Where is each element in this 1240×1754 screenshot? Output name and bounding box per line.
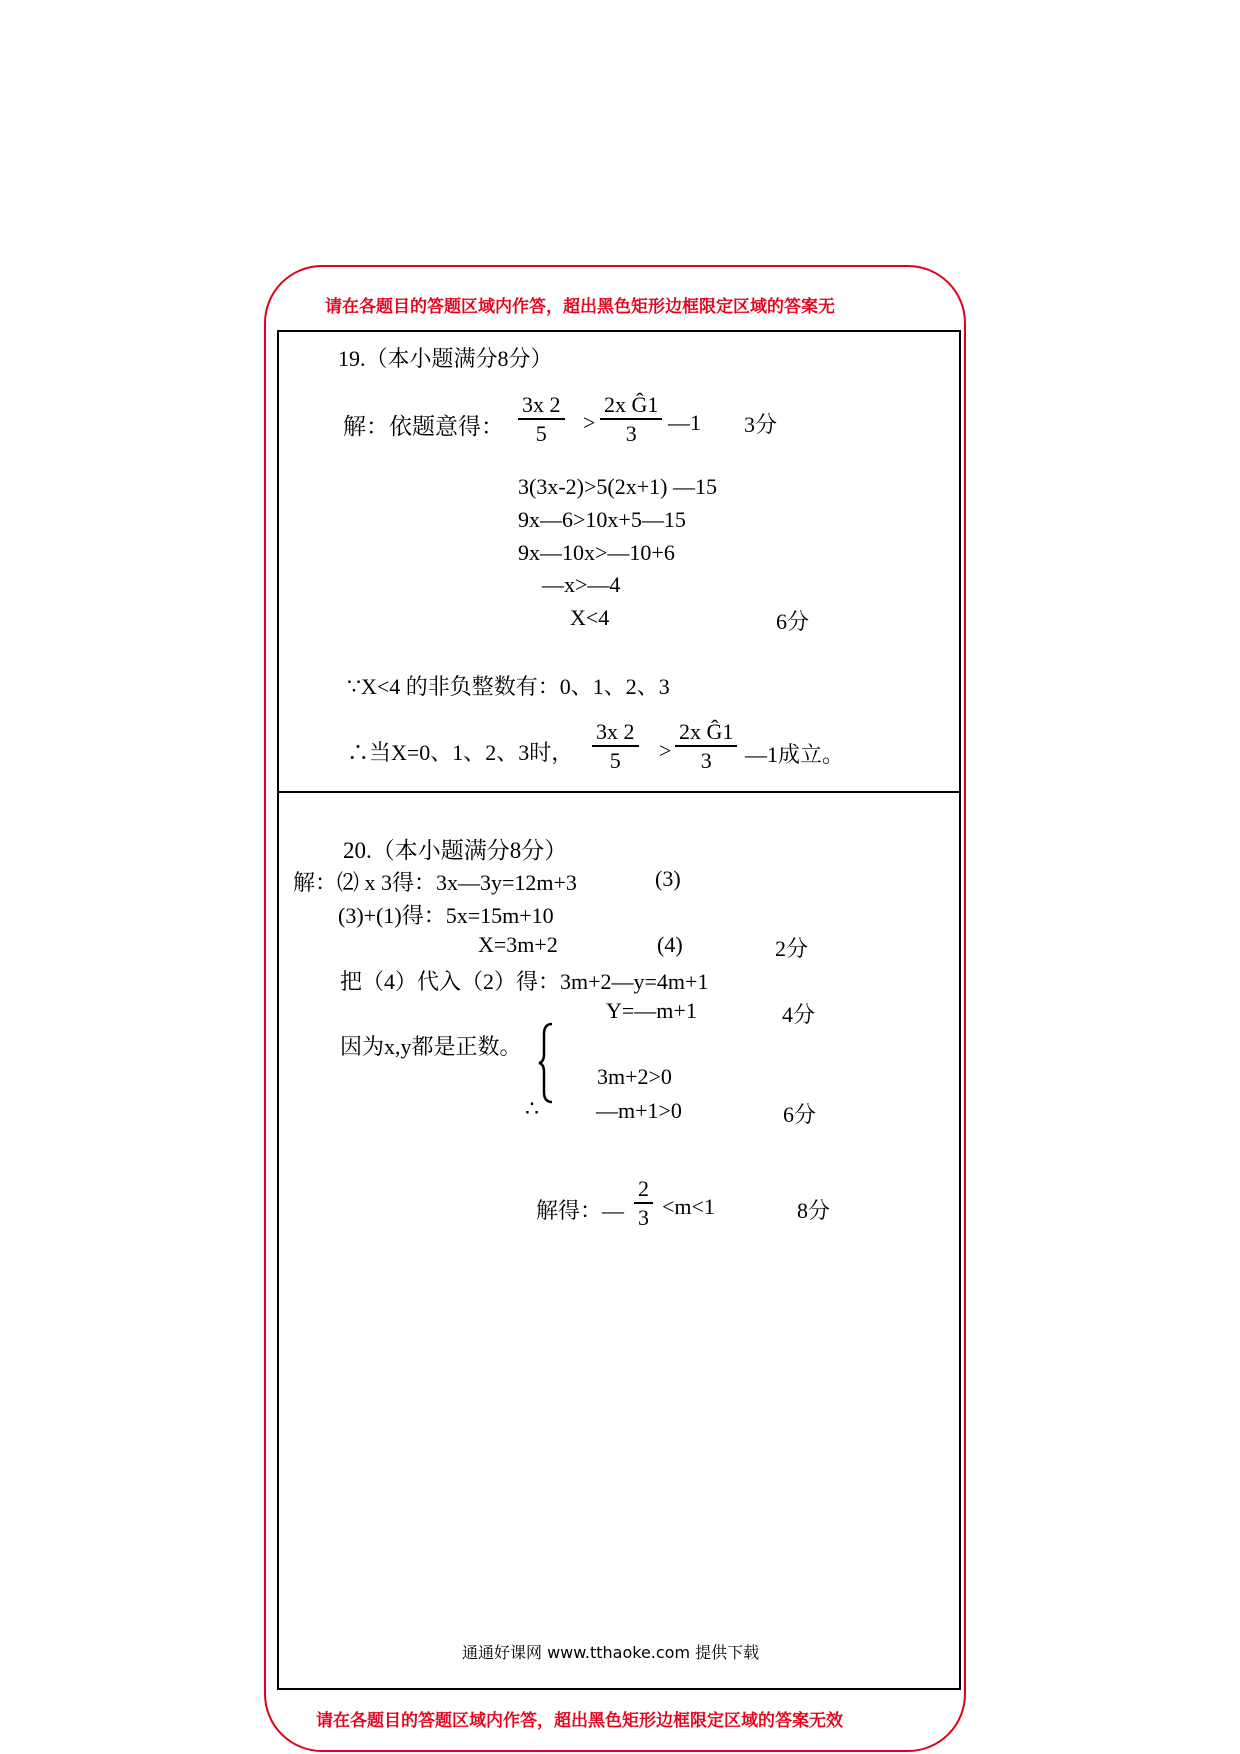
q19-step-4: —x>—4 — [542, 572, 621, 597]
gt-sign: > — [659, 738, 672, 763]
q19-therefore: ∴当X=0、1、2、3时， — [347, 740, 574, 765]
frac-denominator: 5 — [535, 420, 547, 446]
q20-result-frac — [634, 1176, 653, 1232]
q20-score-4: 4分 — [782, 1002, 816, 1027]
q20-score-6: 6分 — [783, 1102, 817, 1127]
q19-frac-lhs — [518, 392, 565, 448]
q20-score-8: 8分 — [797, 1198, 831, 1223]
q20-line-4: 把（4）代入（2）得：3m+2—y=4m+1 — [340, 969, 709, 994]
question-divider — [277, 791, 961, 793]
q19-step-2: 9x—6>10x+5—15 — [518, 507, 686, 532]
frac-numerator: 3x 2 — [596, 719, 635, 744]
q19-step-1: 3(3x-2)>5(2x+1) —15 — [518, 474, 717, 499]
frac-denominator: 3 — [625, 420, 637, 446]
q20-tag-3: (3) — [655, 866, 681, 891]
frac-denominator: 3 — [638, 1204, 649, 1230]
left-brace — [538, 1022, 558, 1104]
q20-result-prefix: 解得：— — [536, 1198, 625, 1223]
q20-title: 20.（本小题满分8分） — [343, 838, 568, 863]
q20-score-2: 2分 — [775, 936, 809, 961]
q20-line-5: Y=—m+1 — [606, 998, 697, 1023]
gt-sign: > — [583, 410, 596, 435]
frac-denominator: 5 — [609, 747, 621, 773]
q19-intro: 解：依题意得： — [343, 414, 504, 439]
q20-line-2: (3)+(1)得：5x=15m+10 — [338, 903, 554, 928]
q19-score-6: 6分 — [776, 609, 810, 634]
q20-line-6: 因为x,y都是正数。 — [340, 1034, 522, 1059]
top-warning: 请在各题目的答题区域内作答，超出黑色矩形边框限定区域的答案无 — [325, 297, 835, 317]
frac-numerator: 3x 2 — [522, 392, 561, 417]
q19-tail: —1 — [668, 410, 701, 435]
q20-line-1: 解：⑵ x 3得：3x—3y=12m+3 — [293, 870, 577, 895]
q19-frac-rhs — [600, 392, 662, 448]
q20-system-1: 3m+2>0 — [597, 1064, 672, 1089]
bottom-warning: 请在各题目的答题区域内作答，超出黑色矩形边框限定区域的答案无效 — [316, 1711, 843, 1731]
q19-step-5: X<4 — [570, 605, 610, 630]
q19-frac2-lhs — [592, 719, 639, 775]
frac-numerator: 2 — [638, 1176, 649, 1201]
q19-because: ∵X<4 的非负整数有：0、1、2、3 — [347, 674, 670, 699]
q19-tail2: —1成立。 — [745, 742, 845, 767]
q19-title: 19.（本小题满分8分） — [338, 346, 553, 371]
q20-tag-4: (4) — [657, 932, 683, 957]
q20-system-2: —m+1>0 — [596, 1098, 682, 1123]
q19-score-3: 3分 — [744, 412, 778, 437]
q20-line-3: X=3m+2 — [478, 932, 558, 957]
footer-source: 通通好课网 www.tthaoke.com 提供下载 — [462, 1643, 760, 1662]
q20-result-suffix: <m<1 — [662, 1194, 715, 1219]
frac-numerator: 2x Ĝ1 — [679, 719, 734, 744]
q19-frac2-rhs — [675, 719, 737, 775]
frac-denominator: 3 — [700, 747, 712, 773]
therefore-symbol: ∴ — [525, 1096, 539, 1121]
frac-numerator: 2x Ĝ1 — [604, 392, 659, 417]
q19-step-3: 9x—10x>—10+6 — [518, 540, 675, 565]
